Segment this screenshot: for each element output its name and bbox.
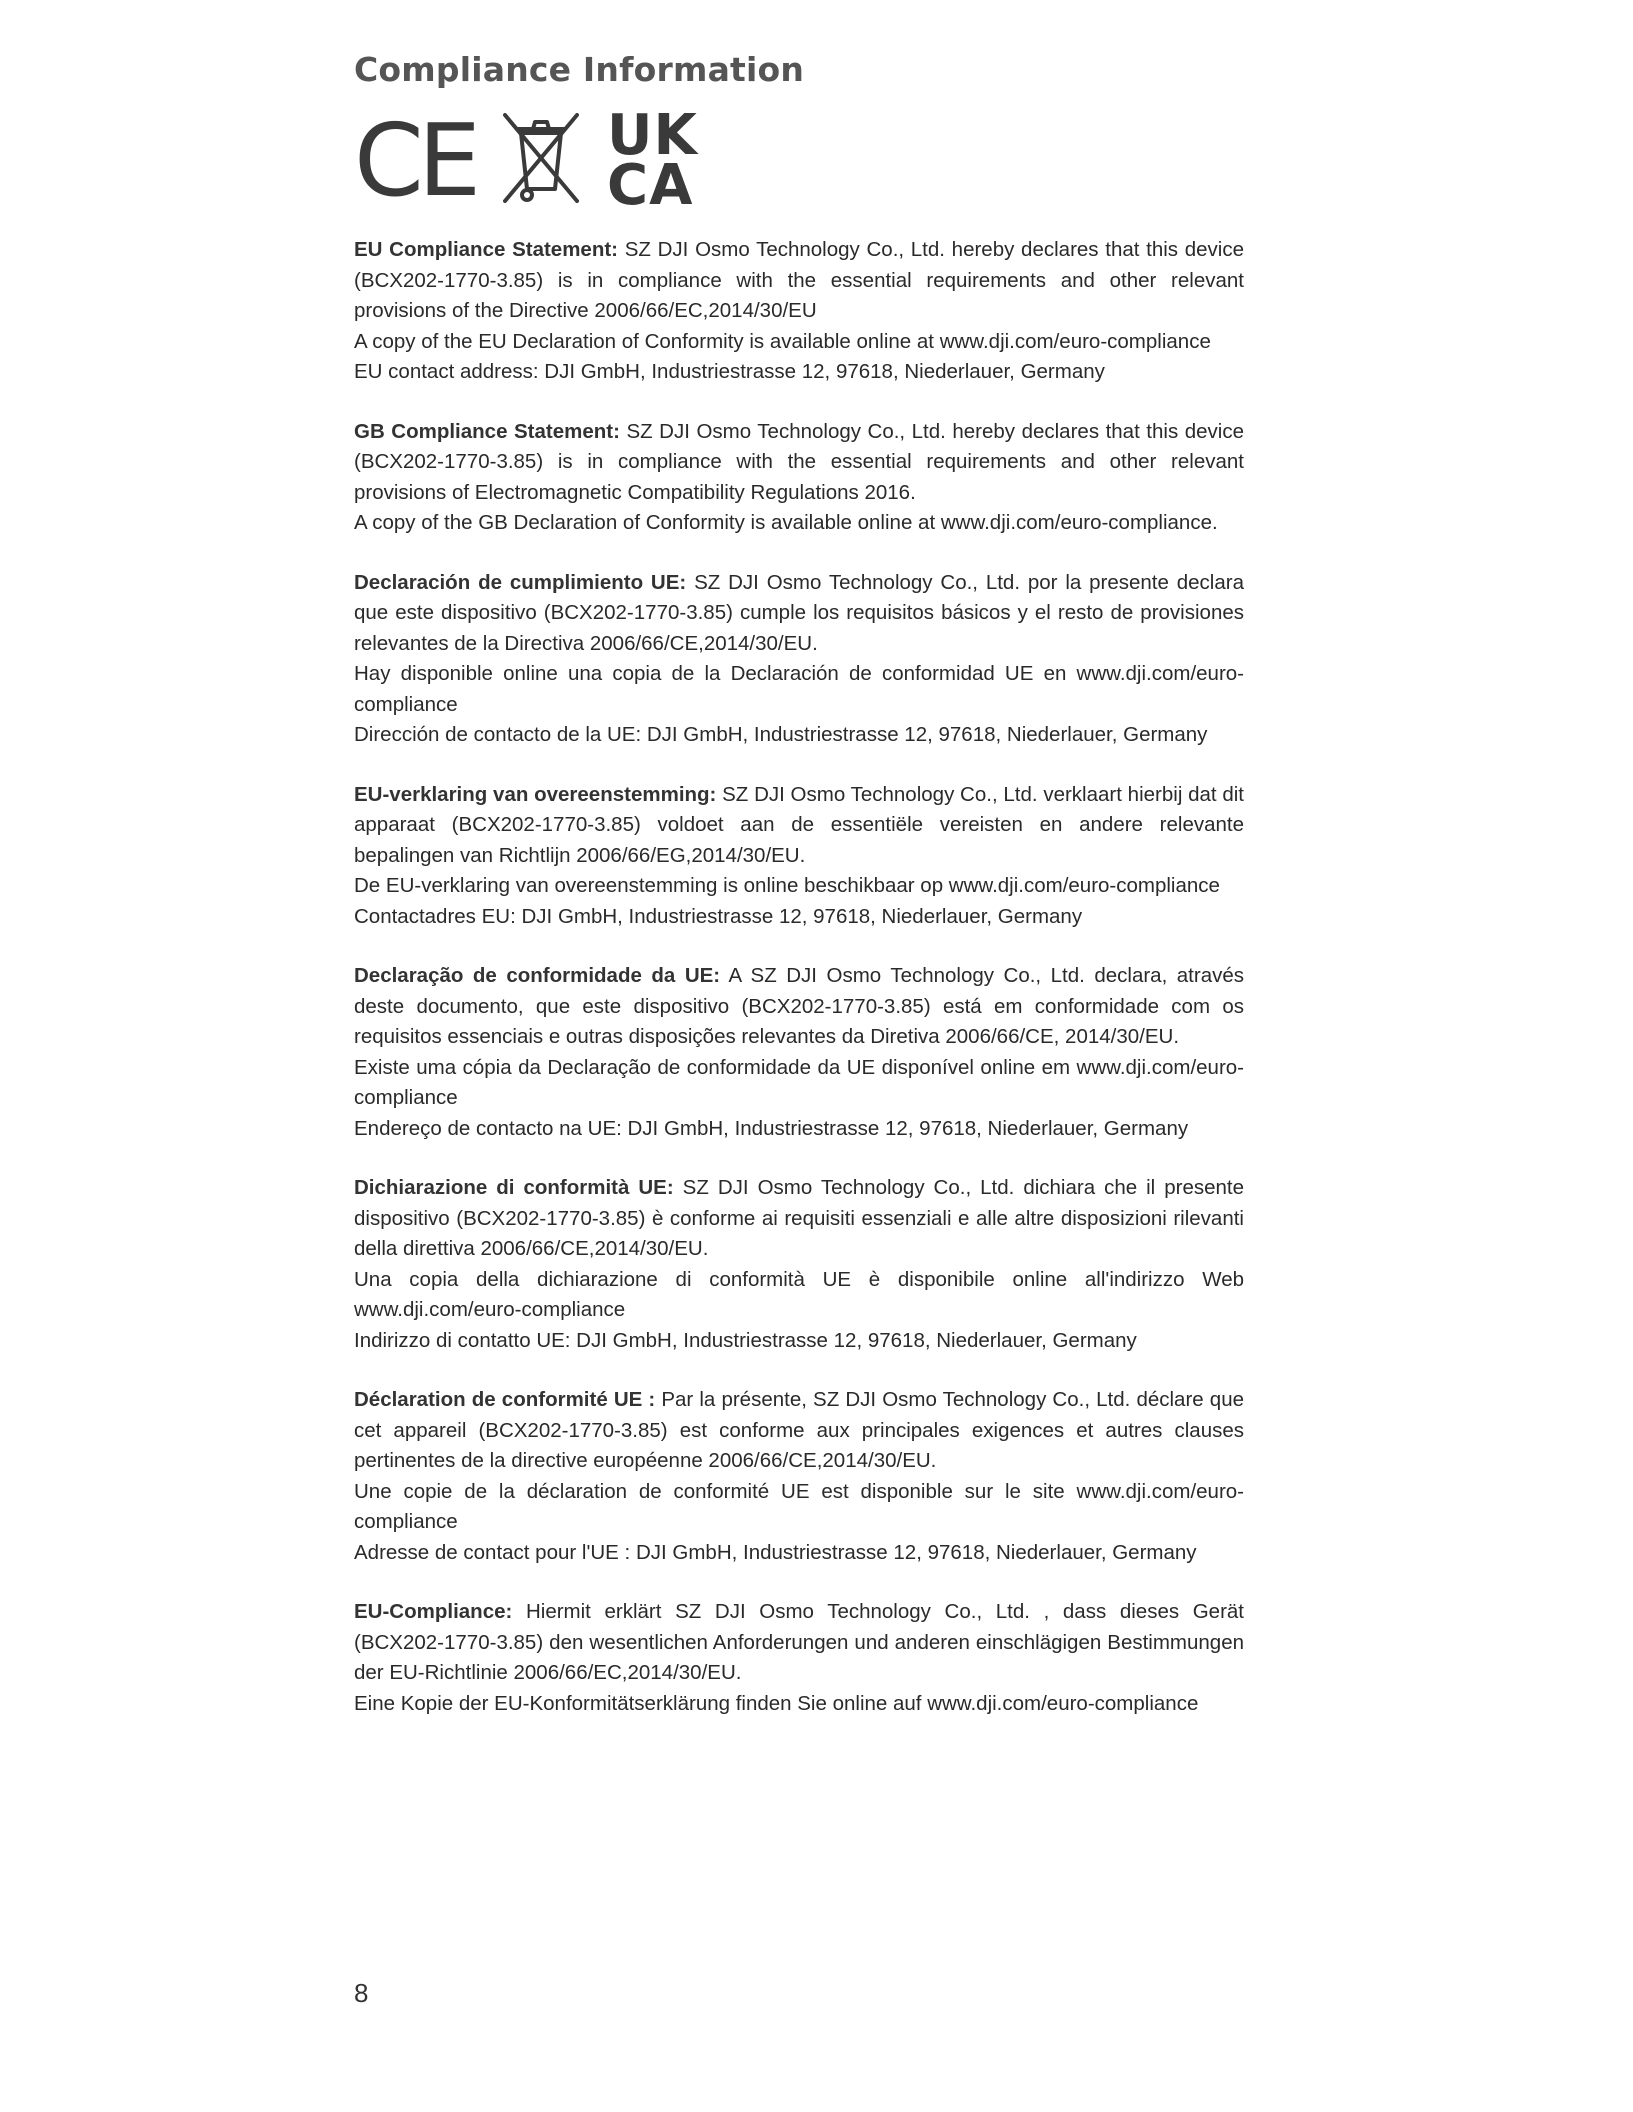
compliance-page — [354, 50, 1244, 1748]
section-line: Indirizzo di contatto UE: DJI GmbH, Industriestrasse 12, 97618, Niederlauer, Germany — [354, 1328, 1137, 1352]
section-label: GB Compliance Statement: — [354, 419, 620, 443]
ukca-mark-bottom: CA — [607, 153, 694, 218]
section-label: EU-Compliance: — [354, 1600, 513, 1623]
section-body: SZ DJI Osmo Technology Co., Ltd. hereby declares that this device (BCX202-1770-3.85) is in compliance with the essential requirements and other relevant provisions of the Directive 2006/66/EC,2014/30/EU — [354, 238, 1245, 322]
compliance-section — [354, 417, 1244, 539]
section-line: Una copia della dichiarazione di conformità UE è disponibile online all'indirizzo Web www.dji.com/euro-compliance — [354, 1267, 1244, 1321]
section-statement — [354, 961, 1244, 1053]
section-statement — [354, 780, 1244, 872]
section-statement — [354, 1597, 1244, 1689]
compliance-section — [354, 780, 1244, 933]
sections — [354, 235, 1244, 1719]
section-statement — [354, 417, 1244, 509]
section-line: Endereço de contacto na UE: DJI GmbH, Industriestrasse 12, 97618, Niederlauer, Germany — [354, 1116, 1189, 1140]
ukca-mark — [607, 103, 698, 218]
section-label: EU Compliance Statement: — [354, 238, 619, 261]
section-label: EU-verklaring van overeenstemming: — [354, 782, 717, 806]
section-body: SZ DJI Osmo Technology Co., Ltd. verklaart hierbij dat dit apparaat (BCX202-1770-3.85) voldoet aan de essentiële vereisten en andere relevante bepalingen van Richtlijn 2006/66/EG,2014/30/EU. — [354, 782, 1245, 867]
compliance-section — [354, 568, 1244, 751]
section-label: Dichiarazione di conformità UE: — [354, 1176, 674, 1199]
section-label: Declaração de conformidade da UE: — [354, 964, 721, 987]
section-body: SZ DJI Osmo Technology Co., Ltd. hereby declares that this device (BCX202-1770-3.85) is in compliance with the essential requirements and other relevant provisions of Electromagnetic Compatibility Regulations 2016. — [354, 419, 1244, 504]
compliance-section — [354, 961, 1244, 1144]
section-line: Existe uma cópia da Declaração de conformidade da UE disponível online em www.dji.com/euro-compliance — [354, 1055, 1244, 1109]
ce-mark: CE — [354, 102, 476, 219]
section-body: A SZ DJI Osmo Technology Co., Ltd. declara, através deste documento, que este dispositivo (BCX202-1770-3.85) está em conformidade com os requisitos essenciais e outras disposições relevantes da Diretiva 2006/66/CE, 2014/30/EU. — [354, 964, 1244, 1048]
section-line: EU contact address: DJI GmbH, Industriestrasse 12, 97618, Niederlauer, Germany — [354, 360, 1105, 383]
compliance-section — [354, 235, 1244, 388]
ukca-mark-top: UK — [607, 103, 698, 168]
section-line: A copy of the GB Declaration of Conformity is available online at www.dji.com/euro-compliance. — [354, 511, 1218, 534]
compliance-section — [354, 1597, 1244, 1719]
section-line: Dirección de contacto de la UE: DJI GmbH, Industriestrasse 12, 97618, Niederlauer, Germany — [354, 723, 1208, 746]
certification-marks — [354, 102, 1244, 219]
section-body: SZ DJI Osmo Technology Co., Ltd. por la presente declara que este dispositivo (BCX202-1770-3.85) cumple los requisitos básicos y el resto de provisiones relevantes de la Directiva 2006/66/CE,2014/30/EU. — [354, 570, 1244, 655]
section-statement — [354, 568, 1244, 660]
section-line: Contactadres EU: DJI GmbH, Industriestrasse 12, 97618, Niederlauer, Germany — [354, 904, 1083, 928]
section-body: SZ DJI Osmo Technology Co., Ltd. dichiara che il presente dispositivo (BCX202-1770-3.85) è conforme ai requisiti essenziali e alle altre disposizioni rilevanti della direttiva 2006/66/CE,2014/30/EU. — [354, 1176, 1244, 1260]
compliance-section — [354, 1173, 1244, 1356]
section-statement — [354, 1173, 1244, 1265]
page-title: Compliance Information — [354, 50, 805, 89]
section-line: A copy of the EU Declaration of Conformity is available online at www.dji.com/euro-compliance — [354, 329, 1211, 353]
crossed-out-wheelie-bin-icon — [503, 111, 579, 212]
section-line: Adresse de contact pour l'UE : DJI GmbH, Industriestrasse 12, 97618, Niederlauer, Germany — [354, 1540, 1197, 1564]
section-line: Une copie de la déclaration de conformité UE est disponible sur le site www.dji.com/euro-compliance — [354, 1479, 1244, 1533]
section-statement — [354, 235, 1244, 327]
section-body: Hiermit erklärt SZ DJI Osmo Technology Co., Ltd. , dass dieses Gerät (BCX202-1770-3.85) den wesentlichen Anforderungen und anderen einschlägigen Bestimmungen der EU-Richtlinie 2006/66/EC,2014/30/EU. — [354, 1600, 1244, 1684]
compliance-section — [354, 1385, 1244, 1568]
section-line: De EU-verklaring van overeenstemming is online beschikbaar op www.dji.com/euro-compliance — [354, 874, 1220, 897]
section-label: Declaración de cumplimiento UE: — [354, 570, 687, 594]
section-label: Déclaration de conformité UE : — [354, 1388, 656, 1411]
section-line: Eine Kopie der EU-Konformitätserklärung finden Sie online auf www.dji.com/euro-compliance — [354, 1691, 1199, 1715]
section-statement — [354, 1385, 1244, 1477]
section-line: Hay disponible online una copia de la Declaración de conformidad UE en www.dji.com/euro-compliance — [354, 662, 1244, 716]
page-number: 8 — [354, 1978, 369, 2008]
section-body: Par la présente, SZ DJI Osmo Technology Co., Ltd. déclare que cet appareil (BCX202-1770-3.85) est conforme aux principales exigences et autres clauses pertinentes de la directive européenne 2006/66/CE,2014/30/EU. — [354, 1388, 1244, 1472]
